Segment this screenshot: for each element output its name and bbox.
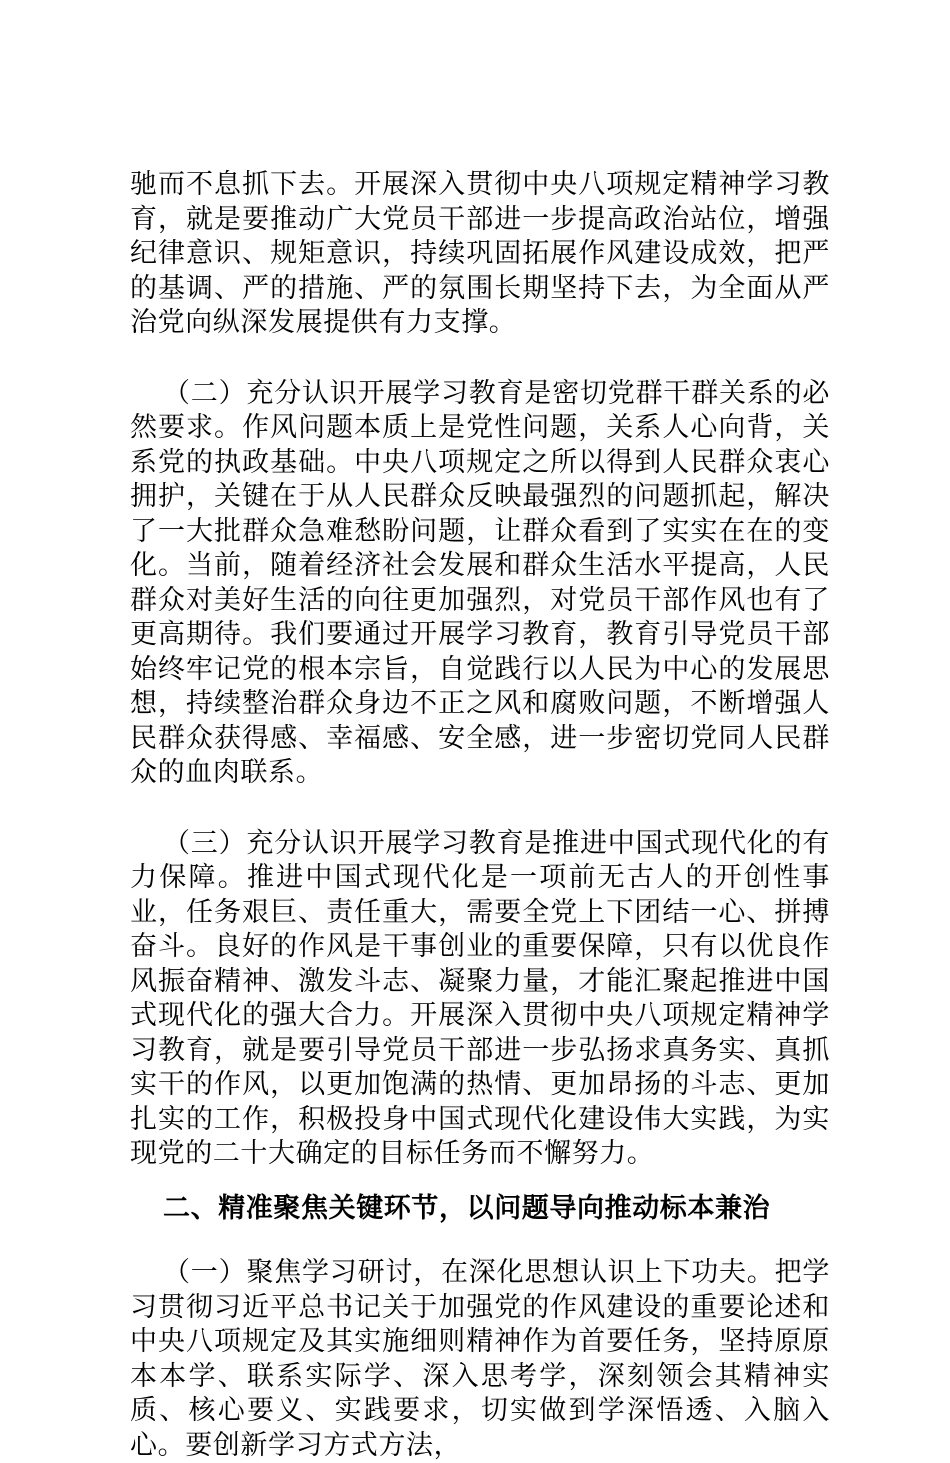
section-heading-2: 二、精准聚焦关键环节，以问题导向推动标本兼治 <box>163 1192 771 1224</box>
paragraph-section-1-2: （二）充分认识开展学习教育是密切党群干群关系的必然要求。作风问题本质上是党性问题，关系人心向背，关系党的执政基础。中央八项规定之所以得到人民群众衷心拥护，关键在于从人民群众反映最强烈的问题抓起，解决了一大批群众急难愁盼问题，让群众看到了实实在在的变化。当前，随着经济社会发展和群众生活水平提高，人民群众对美好生活的向往更加强烈，对党员干部作风也有了更高期待。我们要通过开展学习教育，教育引导党员干部始终牢记党的根本宗旨，自觉践行以人民为中心的发展思想，持续整治群众身边不正之风和腐败问题，不断增强人民群众获得感、幸福感、安全感，进一步密切党同人民群众的血肉联系。 <box>130 377 830 788</box>
paragraph-continuation: 驰而不息抓下去。开展深入贯彻中央八项规定精神学习教育，就是要推动广大党员干部进一步提高政治站位，增强纪律意识、规矩意识，持续巩固拓展作风建设成效，把严的基调、严的措施、严的氛围长期坚持下去，为全面从严治党向纵深发展提供有力支撑。 <box>130 169 830 338</box>
document-body <box>130 168 830 1463</box>
paragraph-section-2-1: （一）聚焦学习研讨，在深化思想认识上下功夫。把学习贯彻习近平总书记关于加强党的作风建设的重要论述和中央八项规定及其实施细则精神作为首要任务，坚持原原本本学、联系实际学、深入思考学，深刻领会其精神实质、核心要义、实践要求，切实做到学深悟透、入脑入心。要创新学习方式方法， <box>130 1257 830 1461</box>
paragraph-section-1-3: （三）充分认识开展学习教育是推进中国式现代化的有力保障。推进中国式现代化是一项前无古人的开创性事业，任务艰巨、责任重大，需要全党上下团结一心、拼搏奋斗。良好的作风是干事创业的重要保障，只有以优良作风振奋精神、激发斗志、凝聚力量，才能汇聚起推进中国式现代化的强大合力。开展深入贯彻中央八项规定精神学习教育，就是要引导党员干部进一步弘扬求真务实、真抓实干的作风，以更加饱满的热情、更加昂扬的斗志、更加扎实的工作，积极投身中国式现代化建设伟大实践，为实现党的二十大确定的目标任务而不懈努力。 <box>130 827 830 1169</box>
